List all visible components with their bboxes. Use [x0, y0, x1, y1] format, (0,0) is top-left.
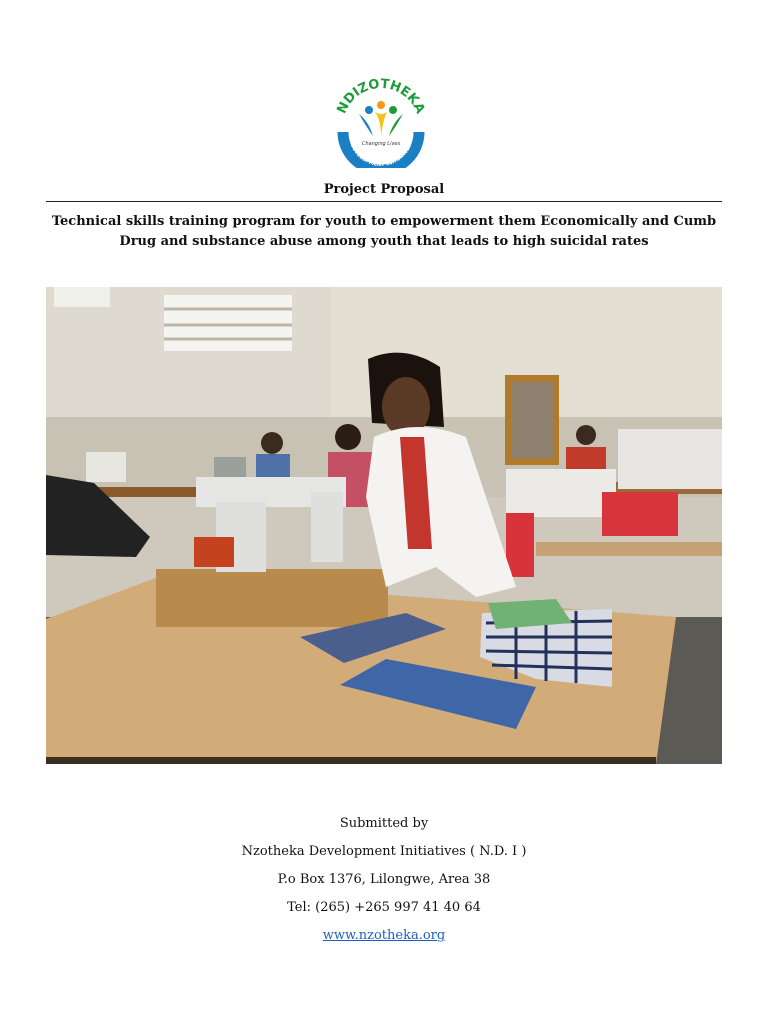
submitted-by-label: Submitted by — [339, 816, 429, 831]
proposal-subtitle: Technical skills training program for youth to empowerment them Economically and Cumb Drug and substance abuse among youth that leads to high suicidal rates — [51, 214, 717, 249]
submission-info — [0, 814, 768, 954]
workshop-photo — [46, 287, 722, 764]
phone-number: Tel: (265) +265 997 41 40 64 — [287, 900, 481, 915]
logo-ring-text: DEVELOPMENT INITIATIVES — [348, 142, 414, 168]
organization-name: Nzotheka Development Initiatives ( N.D. I ) — [241, 844, 527, 859]
organization-logo — [329, 76, 433, 168]
logo-tagline: Changing Lives — [361, 141, 401, 147]
title-divider — [46, 201, 722, 202]
website-link[interactable]: www.nzotheka.org — [322, 928, 446, 943]
page-title: Project Proposal — [323, 182, 445, 197]
postal-address: P.o Box 1376, Lilongwe, Area 38 — [277, 872, 491, 887]
logo-arc-text: NDIZOTHEKA — [334, 76, 428, 117]
